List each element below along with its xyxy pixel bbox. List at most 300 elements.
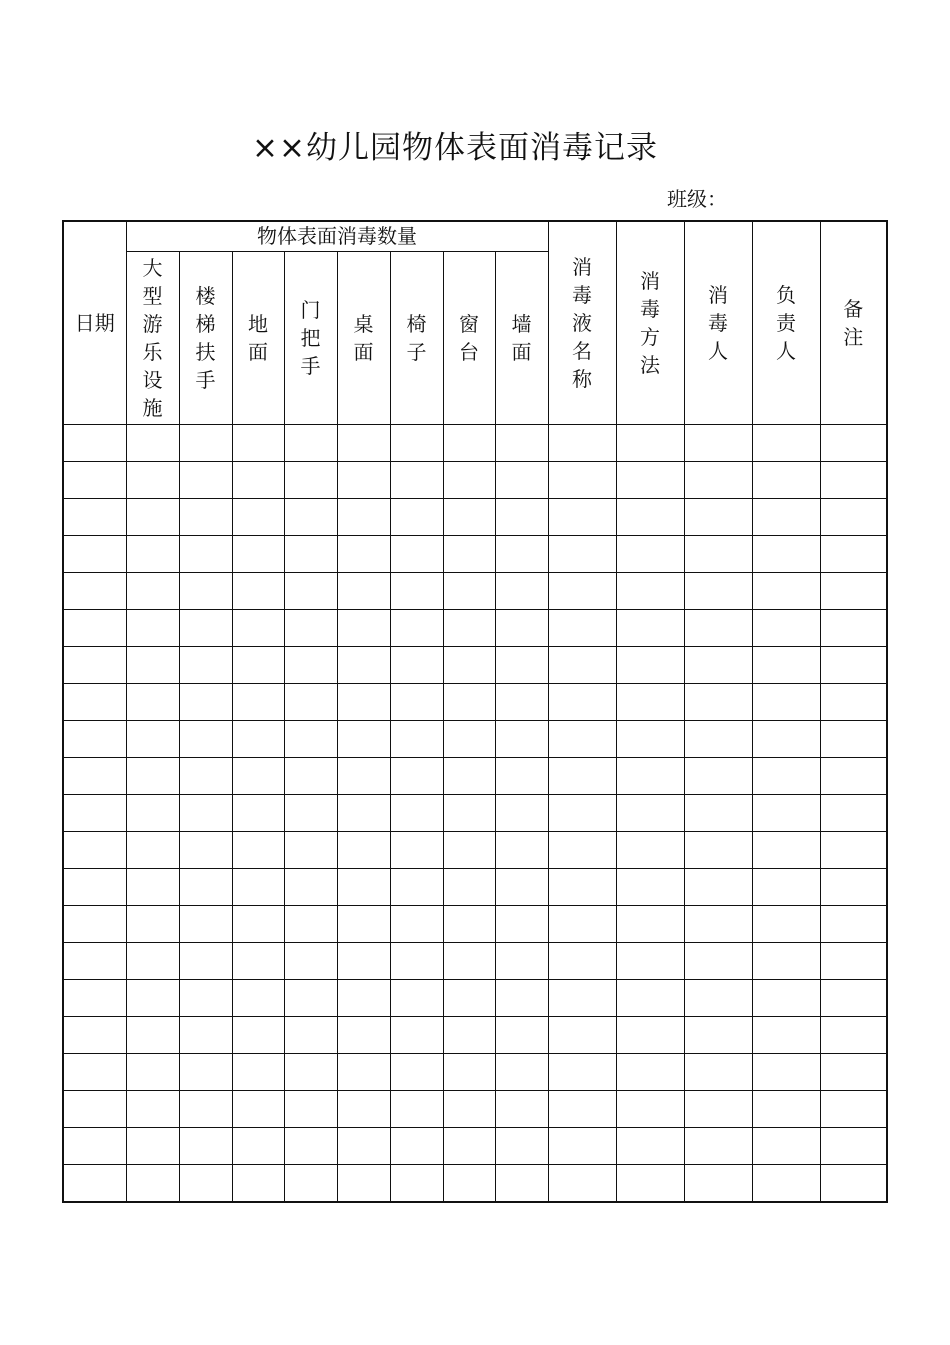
table-row (63, 942, 887, 979)
table-cell[interactable] (284, 905, 337, 942)
table-cell[interactable] (63, 498, 126, 535)
table-cell[interactable] (284, 942, 337, 979)
table-cell[interactable] (684, 1016, 752, 1053)
table-cell[interactable] (126, 1164, 179, 1202)
table-cell[interactable] (684, 609, 752, 646)
table-cell[interactable] (548, 979, 616, 1016)
table-cell[interactable] (63, 1016, 126, 1053)
table-cell[interactable] (232, 1053, 284, 1090)
table-cell[interactable] (548, 942, 616, 979)
table-cell[interactable] (495, 683, 548, 720)
table-cell[interactable] (820, 794, 887, 831)
table-cell[interactable] (684, 942, 752, 979)
table-cell[interactable] (179, 609, 232, 646)
table-cell[interactable] (232, 720, 284, 757)
table-cell[interactable] (820, 609, 887, 646)
table-cell[interactable] (126, 572, 179, 609)
table-cell[interactable] (548, 831, 616, 868)
table-cell[interactable] (179, 720, 232, 757)
table-cell[interactable] (63, 461, 126, 498)
table-cell[interactable] (820, 757, 887, 794)
table-cell[interactable] (495, 905, 548, 942)
table-cell[interactable] (684, 720, 752, 757)
table-cell[interactable] (126, 905, 179, 942)
table-cell[interactable] (337, 868, 390, 905)
table-row (63, 1016, 887, 1053)
table-cell[interactable] (820, 1164, 887, 1202)
table-cell[interactable] (390, 831, 443, 868)
table-cell[interactable] (179, 1016, 232, 1053)
table-cell[interactable] (232, 424, 284, 461)
table-cell[interactable] (684, 683, 752, 720)
table-cell[interactable] (820, 905, 887, 942)
table-cell[interactable] (495, 979, 548, 1016)
table-cell[interactable] (752, 1164, 820, 1202)
table-cell[interactable] (548, 1053, 616, 1090)
table-cell[interactable] (616, 757, 684, 794)
table-cell[interactable] (63, 905, 126, 942)
table-cell[interactable] (126, 979, 179, 1016)
table-cell[interactable] (284, 683, 337, 720)
table-cell[interactable] (443, 646, 495, 683)
table-cell[interactable] (284, 572, 337, 609)
table-cell[interactable] (548, 461, 616, 498)
table-cell[interactable] (443, 609, 495, 646)
table-cell[interactable] (337, 609, 390, 646)
table-cell[interactable] (284, 535, 337, 572)
table-cell[interactable] (752, 683, 820, 720)
table-cell[interactable] (179, 1053, 232, 1090)
table-cell[interactable] (284, 609, 337, 646)
table-cell[interactable] (684, 572, 752, 609)
table-cell[interactable] (548, 868, 616, 905)
table-cell[interactable] (495, 794, 548, 831)
table-cell[interactable] (752, 1053, 820, 1090)
table-cell[interactable] (284, 1016, 337, 1053)
table-cell[interactable] (390, 1164, 443, 1202)
table-cell[interactable] (390, 757, 443, 794)
table-cell[interactable] (820, 461, 887, 498)
table-cell[interactable] (752, 757, 820, 794)
table-cell[interactable] (232, 1016, 284, 1053)
table-cell[interactable] (548, 683, 616, 720)
table-cell[interactable] (752, 461, 820, 498)
table-cell[interactable] (126, 720, 179, 757)
table-cell[interactable] (495, 1127, 548, 1164)
table-cell[interactable] (820, 1053, 887, 1090)
table-cell[interactable] (495, 720, 548, 757)
table-cell[interactable] (284, 1164, 337, 1202)
table-cell[interactable] (616, 868, 684, 905)
table-cell[interactable] (337, 1164, 390, 1202)
table-cell[interactable] (337, 979, 390, 1016)
table-cell[interactable] (548, 905, 616, 942)
table-cell[interactable] (616, 535, 684, 572)
table-cell[interactable] (443, 1016, 495, 1053)
table-cell[interactable] (390, 461, 443, 498)
header-right-4: 备注 (820, 221, 887, 424)
table-cell[interactable] (548, 1090, 616, 1127)
table-cell[interactable] (284, 757, 337, 794)
table-cell[interactable] (495, 646, 548, 683)
table-cell[interactable] (126, 1016, 179, 1053)
table-cell[interactable] (752, 572, 820, 609)
table-cell[interactable] (390, 942, 443, 979)
table-cell[interactable] (616, 1016, 684, 1053)
table-cell[interactable] (616, 1090, 684, 1127)
table-cell[interactable] (443, 535, 495, 572)
table-cell[interactable] (390, 868, 443, 905)
table-cell[interactable] (179, 942, 232, 979)
table-cell[interactable] (337, 1016, 390, 1053)
table-cell[interactable] (126, 609, 179, 646)
table-cell[interactable] (616, 424, 684, 461)
table-cell[interactable] (495, 868, 548, 905)
table-cell[interactable] (443, 720, 495, 757)
table-cell[interactable] (684, 1053, 752, 1090)
table-cell[interactable] (390, 1090, 443, 1127)
table-cell[interactable] (390, 1016, 443, 1053)
table-cell[interactable] (548, 1164, 616, 1202)
table-cell[interactable] (63, 646, 126, 683)
table-cell[interactable] (752, 979, 820, 1016)
table-cell[interactable] (63, 1127, 126, 1164)
table-cell[interactable] (126, 1090, 179, 1127)
table-cell[interactable] (232, 461, 284, 498)
table-cell[interactable] (752, 609, 820, 646)
table-cell[interactable] (232, 942, 284, 979)
table-cell[interactable] (284, 498, 337, 535)
table-cell[interactable] (232, 1164, 284, 1202)
table-cell[interactable] (684, 646, 752, 683)
table-cell[interactable] (179, 905, 232, 942)
table-cell[interactable] (390, 905, 443, 942)
table-cell[interactable] (443, 1127, 495, 1164)
table-cell[interactable] (684, 757, 752, 794)
table-cell[interactable] (232, 979, 284, 1016)
table-cell[interactable] (616, 720, 684, 757)
table-cell[interactable] (179, 683, 232, 720)
table-cell[interactable] (63, 979, 126, 1016)
table-cell[interactable] (752, 868, 820, 905)
table-cell[interactable] (820, 868, 887, 905)
table-cell[interactable] (495, 1090, 548, 1127)
table-cell[interactable] (495, 1053, 548, 1090)
table-cell[interactable] (443, 1090, 495, 1127)
table-cell[interactable] (232, 794, 284, 831)
table-cell[interactable] (337, 757, 390, 794)
table-cell[interactable] (548, 535, 616, 572)
table-cell[interactable] (63, 794, 126, 831)
table-cell[interactable] (232, 1127, 284, 1164)
table-cell[interactable] (752, 942, 820, 979)
table-cell[interactable] (390, 646, 443, 683)
table-cell[interactable] (752, 424, 820, 461)
table-cell[interactable] (495, 609, 548, 646)
table-cell[interactable] (337, 720, 390, 757)
table-row (63, 1090, 887, 1127)
table-cell[interactable] (284, 720, 337, 757)
table-cell[interactable] (443, 572, 495, 609)
table-cell[interactable] (390, 572, 443, 609)
table-cell[interactable] (443, 757, 495, 794)
table-cell[interactable] (337, 1053, 390, 1090)
table-cell[interactable] (126, 424, 179, 461)
table-cell[interactable] (179, 757, 232, 794)
table-cell[interactable] (684, 794, 752, 831)
table-cell[interactable] (820, 572, 887, 609)
table-cell[interactable] (443, 905, 495, 942)
table-cell[interactable] (390, 609, 443, 646)
table-cell[interactable] (126, 831, 179, 868)
table-cell[interactable] (126, 757, 179, 794)
table-cell[interactable] (390, 535, 443, 572)
table-cell[interactable] (63, 720, 126, 757)
table-cell[interactable] (443, 1053, 495, 1090)
table-cell[interactable] (495, 757, 548, 794)
table-cell[interactable] (752, 794, 820, 831)
table-cell[interactable] (337, 424, 390, 461)
table-cell[interactable] (390, 683, 443, 720)
table-cell[interactable] (752, 1127, 820, 1164)
table-cell[interactable] (820, 1127, 887, 1164)
table-cell[interactable] (63, 1090, 126, 1127)
table-cell[interactable] (63, 535, 126, 572)
table-cell[interactable] (337, 535, 390, 572)
table-cell[interactable] (616, 572, 684, 609)
table-cell[interactable] (752, 905, 820, 942)
table-cell[interactable] (443, 424, 495, 461)
table-cell[interactable] (752, 535, 820, 572)
table-cell[interactable] (284, 979, 337, 1016)
table-cell[interactable] (63, 942, 126, 979)
table-cell[interactable] (179, 794, 232, 831)
table-cell[interactable] (179, 1164, 232, 1202)
table-cell[interactable] (63, 1164, 126, 1202)
table-cell[interactable] (752, 831, 820, 868)
table-cell[interactable] (820, 646, 887, 683)
table-cell[interactable] (684, 535, 752, 572)
table-cell[interactable] (179, 831, 232, 868)
table-cell[interactable] (179, 979, 232, 1016)
table-cell[interactable] (63, 572, 126, 609)
table-cell[interactable] (179, 572, 232, 609)
table-cell[interactable] (337, 572, 390, 609)
table-cell[interactable] (337, 461, 390, 498)
table-cell[interactable] (232, 535, 284, 572)
table-cell[interactable] (548, 720, 616, 757)
table-cell[interactable] (443, 794, 495, 831)
table-cell[interactable] (232, 757, 284, 794)
table-cell[interactable] (63, 424, 126, 461)
table-cell[interactable] (284, 1127, 337, 1164)
table-cell[interactable] (126, 794, 179, 831)
table-cell[interactable] (232, 498, 284, 535)
table-cell[interactable] (684, 498, 752, 535)
table-cell[interactable] (63, 683, 126, 720)
table-cell[interactable] (337, 794, 390, 831)
table-cell[interactable] (63, 609, 126, 646)
table-cell[interactable] (232, 831, 284, 868)
table-cell[interactable] (684, 461, 752, 498)
table-cell[interactable] (443, 461, 495, 498)
table-cell[interactable] (752, 646, 820, 683)
table-cell[interactable] (232, 572, 284, 609)
table-cell[interactable] (63, 831, 126, 868)
table-cell[interactable] (616, 1127, 684, 1164)
table-cell[interactable] (820, 979, 887, 1016)
table-cell[interactable] (443, 868, 495, 905)
table-cell[interactable] (684, 905, 752, 942)
table-cell[interactable] (820, 720, 887, 757)
table-cell[interactable] (443, 498, 495, 535)
table-cell[interactable] (616, 905, 684, 942)
table-cell[interactable] (495, 535, 548, 572)
table-cell[interactable] (179, 868, 232, 905)
table-cell[interactable] (548, 572, 616, 609)
table-cell[interactable] (179, 1090, 232, 1127)
table-cell[interactable] (495, 498, 548, 535)
table-cell[interactable] (548, 1016, 616, 1053)
header-group: 物体表面消毒数量 (126, 221, 548, 251)
table-cell[interactable] (232, 609, 284, 646)
table-cell[interactable] (616, 683, 684, 720)
table-cell[interactable] (752, 720, 820, 757)
table-cell[interactable] (63, 868, 126, 905)
table-cell[interactable] (752, 498, 820, 535)
table-cell[interactable] (495, 424, 548, 461)
table-cell[interactable] (820, 424, 887, 461)
table-cell[interactable] (390, 1053, 443, 1090)
table-cell[interactable] (284, 1053, 337, 1090)
table-cell[interactable] (179, 646, 232, 683)
table-cell[interactable] (684, 1090, 752, 1127)
table-cell[interactable] (820, 535, 887, 572)
table-cell[interactable] (126, 646, 179, 683)
table-cell[interactable] (495, 831, 548, 868)
table-cell[interactable] (548, 609, 616, 646)
table-cell[interactable] (63, 1053, 126, 1090)
table-cell[interactable] (684, 868, 752, 905)
table-cell[interactable] (284, 794, 337, 831)
table-cell[interactable] (548, 757, 616, 794)
table-cell[interactable] (616, 979, 684, 1016)
table-cell[interactable] (337, 646, 390, 683)
table-cell[interactable] (820, 683, 887, 720)
table-cell[interactable] (390, 424, 443, 461)
table-cell[interactable] (337, 905, 390, 942)
table-cell[interactable] (126, 535, 179, 572)
table-cell[interactable] (337, 942, 390, 979)
table-cell[interactable] (179, 535, 232, 572)
table-cell[interactable] (443, 831, 495, 868)
table-cell[interactable] (684, 1164, 752, 1202)
table-cell[interactable] (616, 461, 684, 498)
table-cell[interactable] (752, 1090, 820, 1127)
table-cell[interactable] (616, 609, 684, 646)
table-cell[interactable] (390, 498, 443, 535)
table-cell[interactable] (337, 498, 390, 535)
table-cell[interactable] (443, 1164, 495, 1202)
subheader-1: 楼梯扶手 (179, 251, 232, 424)
table-cell[interactable] (548, 1127, 616, 1164)
table-cell[interactable] (616, 831, 684, 868)
table-cell[interactable] (337, 831, 390, 868)
table-cell[interactable] (820, 831, 887, 868)
table-cell[interactable] (820, 498, 887, 535)
table-cell[interactable] (548, 424, 616, 461)
table-cell[interactable] (548, 794, 616, 831)
table-cell[interactable] (337, 1090, 390, 1127)
table-cell[interactable] (495, 942, 548, 979)
table-cell[interactable] (284, 424, 337, 461)
table-cell[interactable] (284, 868, 337, 905)
table-cell[interactable] (752, 1016, 820, 1053)
table-cell[interactable] (616, 794, 684, 831)
table-cell[interactable] (126, 942, 179, 979)
table-cell[interactable] (684, 979, 752, 1016)
table-cell[interactable] (443, 683, 495, 720)
table-cell[interactable] (616, 942, 684, 979)
table-cell[interactable] (179, 424, 232, 461)
table-cell[interactable] (126, 1127, 179, 1164)
table-cell[interactable] (820, 942, 887, 979)
table-cell[interactable] (337, 683, 390, 720)
table-cell[interactable] (390, 979, 443, 1016)
table-cell[interactable] (126, 683, 179, 720)
table-cell[interactable] (126, 868, 179, 905)
table-cell[interactable] (684, 831, 752, 868)
table-cell[interactable] (616, 646, 684, 683)
table-cell[interactable] (126, 1053, 179, 1090)
table-cell[interactable] (495, 461, 548, 498)
table-cell[interactable] (126, 461, 179, 498)
table-cell[interactable] (232, 683, 284, 720)
table-cell[interactable] (63, 757, 126, 794)
table-cell[interactable] (126, 498, 179, 535)
table-cell[interactable] (616, 1053, 684, 1090)
table-cell[interactable] (548, 498, 616, 535)
table-cell[interactable] (232, 905, 284, 942)
table-cell[interactable] (232, 646, 284, 683)
table-cell[interactable] (390, 794, 443, 831)
table-cell[interactable] (179, 1127, 232, 1164)
table-cell[interactable] (232, 868, 284, 905)
table-cell[interactable] (820, 1090, 887, 1127)
table-cell[interactable] (284, 1090, 337, 1127)
table-cell[interactable] (616, 498, 684, 535)
table-cell[interactable] (820, 1016, 887, 1053)
table-cell[interactable] (495, 1016, 548, 1053)
table-cell[interactable] (443, 979, 495, 1016)
table-cell[interactable] (284, 646, 337, 683)
table-cell[interactable] (284, 461, 337, 498)
table-cell[interactable] (232, 1090, 284, 1127)
table-cell[interactable] (616, 1164, 684, 1202)
table-cell[interactable] (495, 1164, 548, 1202)
table-cell[interactable] (684, 424, 752, 461)
table-cell[interactable] (179, 498, 232, 535)
table-cell[interactable] (495, 572, 548, 609)
table-cell[interactable] (390, 1127, 443, 1164)
table-cell[interactable] (284, 831, 337, 868)
table-cell[interactable] (548, 646, 616, 683)
table-cell[interactable] (179, 461, 232, 498)
table-cell[interactable] (684, 1127, 752, 1164)
table-cell[interactable] (443, 942, 495, 979)
table-cell[interactable] (337, 1127, 390, 1164)
table-cell[interactable] (390, 720, 443, 757)
